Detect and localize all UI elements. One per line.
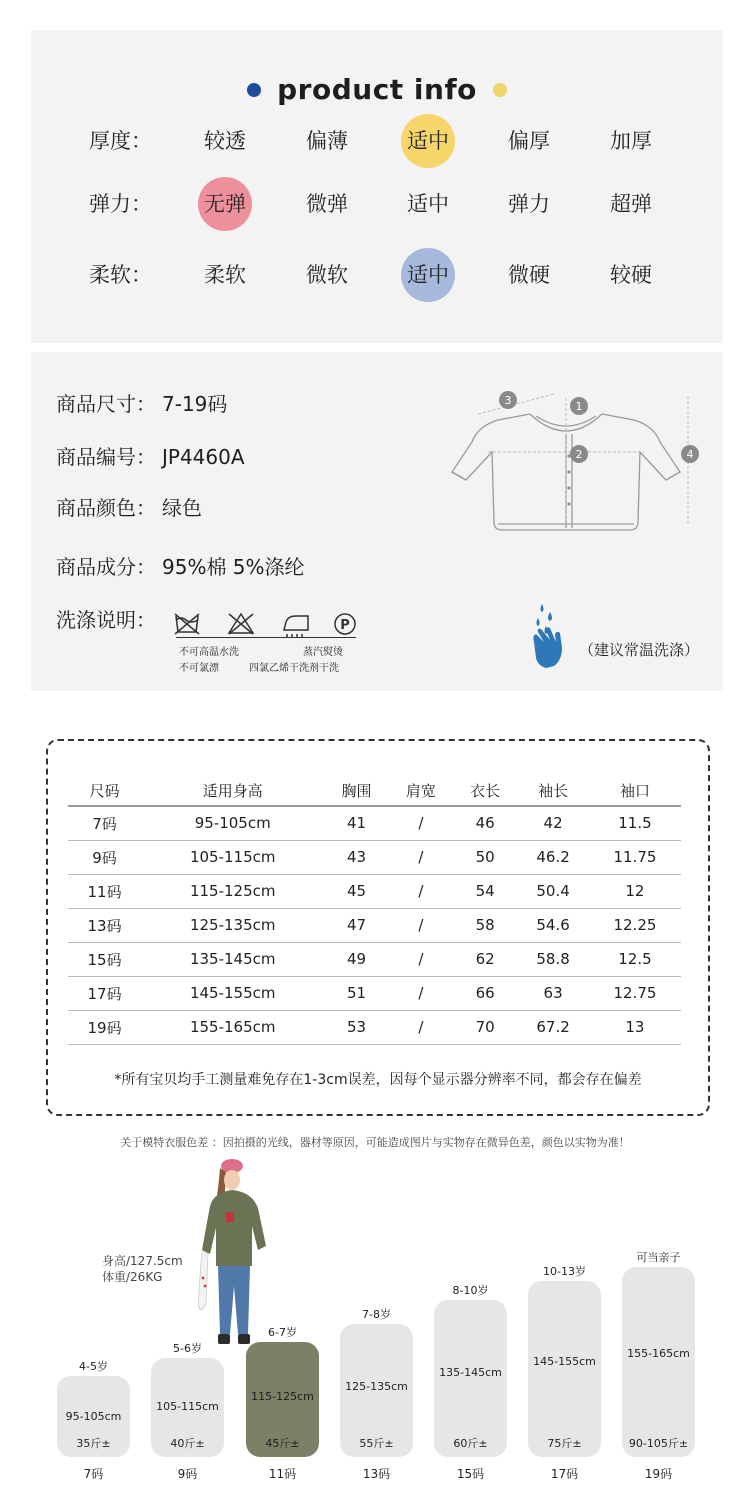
size-bar-height: 105-115cm	[156, 1400, 219, 1413]
table-cell: /	[389, 908, 453, 942]
color-value: 绿色	[162, 496, 202, 520]
table-cell: 53	[324, 1010, 388, 1044]
table-cell: 19码	[68, 1010, 141, 1044]
table-cell: /	[389, 976, 453, 1010]
table-cell: /	[389, 942, 453, 976]
table-cell: 45	[324, 874, 388, 908]
size-bar-weight: 40斤±	[170, 1437, 205, 1450]
color-line	[56, 494, 202, 522]
table-row	[68, 874, 681, 908]
size-bar-age: 5-6岁	[173, 1342, 202, 1355]
size-bar-height: 145-155cm	[533, 1355, 596, 1368]
size-bar-height: 155-165cm	[627, 1347, 690, 1360]
blue-dot-icon	[247, 83, 261, 97]
material-value: 95%棉 5%涤纶	[162, 555, 305, 579]
code-value: JP4460A	[162, 445, 245, 469]
rating-option-label: 微软	[306, 263, 348, 287]
color-disclaimer: 关于模特衣服色差 ：因拍摄的光线，器材等原因，可能造成图片与实物存在微异色差，颜色以实物为准！	[120, 1136, 630, 1149]
size-bar-weight: 60斤±	[453, 1437, 488, 1450]
rating-row	[31, 178, 723, 230]
wash-advice: （建议常温洗涤）	[579, 641, 700, 659]
size-value: 7-19码	[162, 392, 228, 416]
dry-clean-p-icon	[335, 614, 355, 634]
diagram-marker-1	[570, 397, 588, 415]
size-bar-code: 15码	[456, 1467, 485, 1481]
table-cell: 47	[324, 908, 388, 942]
rating-option-selected	[401, 249, 455, 301]
table-cell: 50.4	[517, 874, 589, 908]
table-cell: 46.2	[517, 840, 589, 874]
hand-wash-icon	[528, 602, 576, 672]
rating-option-label: 适中	[407, 192, 449, 216]
rating-option-selected	[401, 115, 455, 167]
table-cell: 51	[324, 976, 388, 1010]
care-divider	[176, 637, 356, 638]
size-bar	[340, 1324, 413, 1457]
marker-1-text: 1	[575, 400, 583, 413]
steam-iron-icon	[284, 616, 308, 637]
size-bar-code: 11码	[268, 1467, 297, 1481]
table-cell: 70	[453, 1010, 517, 1044]
model-height: 身高/127.5cm	[102, 1254, 183, 1268]
rating-option-label: 微弹	[306, 192, 348, 216]
size-bar	[622, 1267, 695, 1457]
care-icons	[174, 610, 364, 638]
diagram-marker-2	[570, 445, 588, 463]
size-table	[68, 775, 681, 1045]
table-cell: 15码	[68, 942, 141, 976]
size-bar-weight: 90-105斤±	[628, 1437, 689, 1450]
rating-row	[31, 115, 723, 167]
table-cell: 66	[453, 976, 517, 1010]
wash-line	[56, 606, 156, 634]
table-cell: 105-115cm	[141, 840, 324, 874]
color-label: 商品颜色：	[56, 496, 156, 520]
size-bar-weight: 75斤±	[547, 1437, 582, 1450]
size-bar	[246, 1342, 319, 1457]
table-cell: /	[389, 840, 453, 874]
rating-row	[31, 249, 723, 301]
rating-option-label: 较硬	[610, 263, 652, 287]
material-line	[56, 553, 305, 581]
rating-option-label: 加厚	[610, 129, 652, 153]
care-text-1: 不可高温水洗	[179, 647, 239, 658]
material-label: 商品成分：	[56, 555, 156, 579]
code-line	[56, 443, 245, 471]
model-weight: 体重/26KG	[102, 1270, 163, 1284]
table-cell: 42	[517, 806, 589, 840]
column-header: 袖口	[589, 775, 681, 806]
size-guide-bars	[0, 1150, 750, 1502]
rating-option	[300, 249, 354, 301]
rating-option	[604, 115, 658, 167]
diagram-marker-4	[681, 445, 699, 463]
table-cell: 145-155cm	[141, 976, 324, 1010]
rating-option-label: 微硬	[508, 263, 550, 287]
size-bar	[57, 1376, 130, 1457]
table-row	[68, 1010, 681, 1044]
table-cell: 49	[324, 942, 388, 976]
rating-option	[604, 178, 658, 230]
size-bar	[528, 1281, 601, 1457]
product-info-section	[31, 30, 723, 343]
size-bar-code: 17码	[550, 1467, 579, 1481]
table-cell: 7码	[68, 806, 141, 840]
yellow-dot-icon	[493, 83, 507, 97]
table-cell: 95-105cm	[141, 806, 324, 840]
rating-option-label: 偏厚	[508, 129, 550, 153]
size-bar-age: 可当亲子	[636, 1251, 681, 1264]
rating-option	[502, 249, 556, 301]
table-header-row	[68, 775, 681, 806]
size-bar-code: 19码	[644, 1467, 673, 1481]
diagram-marker-3	[499, 391, 517, 409]
rating-option	[198, 115, 252, 167]
size-bar-height: 95-105cm	[65, 1410, 122, 1423]
table-cell: 13	[589, 1010, 681, 1044]
table-row	[68, 908, 681, 942]
rating-option	[300, 178, 354, 230]
size-bar-weight: 35斤±	[76, 1437, 111, 1450]
table-cell: 12.75	[589, 976, 681, 1010]
product-details-section	[31, 352, 723, 691]
table-row	[68, 840, 681, 874]
table-cell: 46	[453, 806, 517, 840]
column-header: 尺码	[68, 775, 141, 806]
size-bar-height: 125-135cm	[345, 1380, 408, 1393]
table-cell: 67.2	[517, 1010, 589, 1044]
table-cell: 13码	[68, 908, 141, 942]
size-label: 商品尺寸：	[56, 392, 156, 416]
rating-label: 厚度：	[89, 129, 152, 153]
rating-option-label: 弹力	[508, 192, 550, 216]
code-label: 商品编号：	[56, 445, 156, 469]
size-bar-age: 7-8岁	[362, 1308, 391, 1321]
rating-option	[502, 115, 556, 167]
table-cell: 12.25	[589, 908, 681, 942]
model-info	[102, 1253, 183, 1285]
table-cell: /	[389, 874, 453, 908]
rating-option-label: 适中	[407, 263, 449, 287]
column-header: 适用身高	[141, 775, 324, 806]
rating-label: 柔软：	[89, 263, 152, 287]
table-cell: 11.5	[589, 806, 681, 840]
care-text-2: 不可氯漂	[179, 663, 219, 674]
table-cell: 54	[453, 874, 517, 908]
size-line	[56, 390, 227, 418]
rating-option	[604, 249, 658, 301]
table-cell: 41	[324, 806, 388, 840]
table-cell: 54.6	[517, 908, 589, 942]
no-bleach-icon	[229, 614, 253, 634]
column-header: 袖长	[517, 775, 589, 806]
size-bar-height: 135-145cm	[439, 1366, 502, 1379]
rating-option-label: 偏薄	[306, 129, 348, 153]
no-hot-wash-icon	[175, 614, 199, 634]
table-cell: 58	[453, 908, 517, 942]
table-cell: 43	[324, 840, 388, 874]
table-cell: 17码	[68, 976, 141, 1010]
table-cell: /	[389, 1010, 453, 1044]
column-header: 衣长	[453, 775, 517, 806]
table-cell: 58.8	[517, 942, 589, 976]
title-text: product info	[277, 73, 477, 106]
section-title	[31, 73, 723, 113]
rating-option-label: 无弹	[204, 192, 246, 216]
rating-option	[198, 249, 252, 301]
svg-text:P: P	[340, 618, 350, 633]
rating-option-selected	[198, 178, 252, 230]
table-cell: 11.75	[589, 840, 681, 874]
care-text-4: 四氯乙烯干洗剂干洗	[249, 663, 339, 674]
size-bar-age: 10-13岁	[543, 1265, 586, 1278]
rating-option	[502, 178, 556, 230]
size-chart	[46, 739, 710, 1116]
garment-diagram	[426, 374, 706, 554]
wash-label: 洗涤说明：	[56, 608, 156, 632]
rating-option	[401, 178, 455, 230]
table-cell: 63	[517, 976, 589, 1010]
table-cell: 155-165cm	[141, 1010, 324, 1044]
table-cell: 135-145cm	[141, 942, 324, 976]
table-cell: 12	[589, 874, 681, 908]
rating-label: 弹力：	[89, 192, 152, 216]
table-row	[68, 942, 681, 976]
size-bar-age: 4-5岁	[79, 1360, 108, 1373]
rating-option-label: 较透	[204, 129, 246, 153]
size-bar	[151, 1358, 224, 1457]
size-bar	[434, 1300, 507, 1457]
table-row	[68, 806, 681, 840]
rating-option-label: 适中	[407, 129, 449, 153]
care-text-3: 蒸汽熨烫	[303, 647, 343, 658]
marker-4-text: 4	[686, 448, 694, 461]
measurement-note: *所有宝贝均手工测量难免存在1-3cm误差，因每个显示器分辨率不同，都会存在偏差	[114, 1072, 642, 1088]
rating-option-label: 超弹	[610, 192, 652, 216]
column-header: 胸围	[324, 775, 388, 806]
table-cell: 12.5	[589, 942, 681, 976]
table-cell: 50	[453, 840, 517, 874]
size-bar-code: 13码	[362, 1467, 391, 1481]
size-bar-height: 115-125cm	[251, 1390, 314, 1403]
table-cell: 11码	[68, 874, 141, 908]
marker-3-text: 3	[504, 394, 512, 407]
table-row	[68, 976, 681, 1010]
size-bar-age: 8-10岁	[452, 1284, 489, 1297]
table-cell: /	[389, 806, 453, 840]
size-bar-age: 6-7岁	[268, 1326, 297, 1339]
column-header: 肩宽	[389, 775, 453, 806]
size-bar-weight: 55斤±	[359, 1437, 394, 1450]
table-cell: 9码	[68, 840, 141, 874]
size-bar-code: 9码	[177, 1467, 198, 1481]
size-bar-weight: 45斤±	[265, 1437, 300, 1450]
size-bar-code: 7码	[83, 1467, 104, 1481]
rating-option-label: 柔软	[204, 263, 246, 287]
table-cell: 62	[453, 942, 517, 976]
rating-option	[300, 115, 354, 167]
marker-2-text: 2	[575, 448, 583, 461]
table-cell: 125-135cm	[141, 908, 324, 942]
table-cell: 115-125cm	[141, 874, 324, 908]
